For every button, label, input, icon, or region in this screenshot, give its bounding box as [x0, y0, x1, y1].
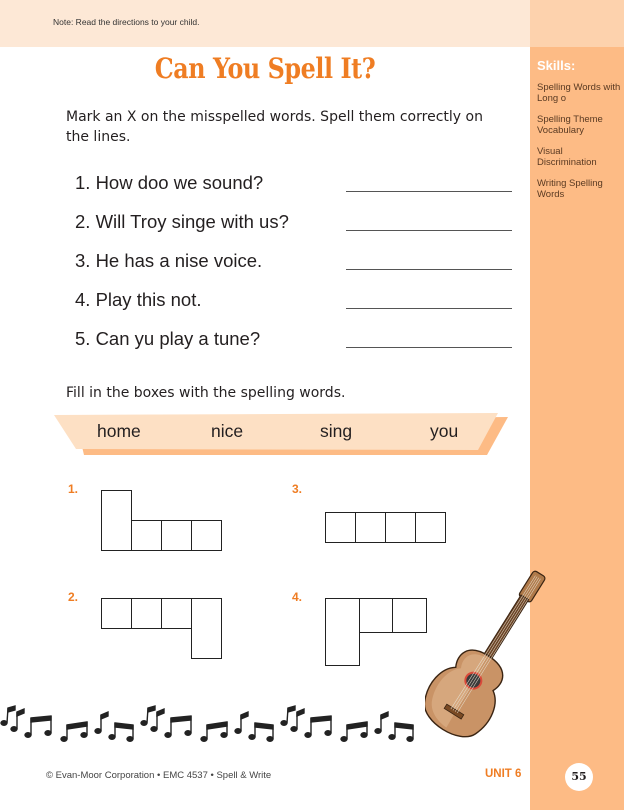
sentence-2: 2. Will Troy singe with us?	[75, 211, 289, 232]
letter-box[interactable]	[161, 598, 192, 629]
sentence-1: 1. How doo we sound?	[75, 172, 264, 193]
music-notes-decoration-icon	[0, 695, 440, 750]
letter-box[interactable]	[101, 598, 132, 629]
letter-box[interactable]	[359, 598, 393, 633]
skill-item: Visual Discrimination	[537, 146, 597, 168]
letter-box[interactable]	[415, 512, 446, 543]
guitar-illustration-icon	[425, 560, 550, 750]
letter-box[interactable]	[161, 520, 192, 551]
letter-box[interactable]	[325, 598, 360, 666]
letter-box[interactable]	[131, 520, 162, 551]
grid-number-2: 2.	[68, 590, 79, 604]
word-bank-item: you	[430, 421, 459, 441]
letter-box[interactable]	[131, 598, 162, 629]
answer-line-1[interactable]	[346, 191, 512, 192]
word-bank	[54, 411, 510, 455]
parent-note: Note: Read the directions to your child.	[53, 17, 200, 27]
fill-instructions: Fill in the boxes with the spelling words.	[66, 385, 346, 401]
page-number: 55	[565, 763, 593, 791]
answer-line-4[interactable]	[346, 308, 512, 309]
word-bank-item: sing	[320, 421, 353, 441]
word-bank-item: home	[97, 421, 141, 441]
skill-item: Spelling Theme Vocabulary	[537, 114, 603, 136]
grid-number-4: 4.	[292, 590, 303, 604]
answer-line-3[interactable]	[346, 269, 512, 270]
letter-box[interactable]	[355, 512, 386, 543]
unit-label: UNIT 6	[485, 768, 522, 780]
letter-box[interactable]	[325, 512, 356, 543]
grid-number-3: 3.	[292, 482, 303, 496]
letter-box[interactable]	[385, 512, 416, 543]
skill-item: Spelling Words with Long o	[537, 82, 621, 104]
sentence-4: 4. Play this not.	[75, 289, 202, 310]
letter-box[interactable]	[392, 598, 427, 633]
letter-box[interactable]	[191, 598, 222, 659]
skills-list	[537, 82, 622, 210]
top-band	[0, 0, 530, 47]
copyright-footer: © Evan-Moor Corporation • EMC 4537 • Spell & Write	[46, 770, 272, 781]
page-title: Can You Spell It?	[154, 52, 376, 85]
letter-box[interactable]	[191, 520, 222, 551]
sidebar-top-band	[530, 0, 624, 47]
skills-title: Skills:	[537, 58, 576, 73]
word-bank-item: nice	[211, 421, 244, 441]
answer-line-2[interactable]	[346, 230, 512, 231]
sentence-3: 3. He has a nise voice.	[75, 250, 263, 271]
instructions: Mark an X on the misspelled words. Spell them correctly on the lines.	[66, 109, 483, 145]
skill-item: Writing Spelling Words	[537, 178, 603, 200]
grid-number-1: 1.	[68, 482, 79, 496]
letter-box[interactable]	[101, 490, 132, 551]
answer-line-5[interactable]	[346, 347, 512, 348]
sentence-5: 5. Can yu play a tune?	[75, 328, 261, 349]
